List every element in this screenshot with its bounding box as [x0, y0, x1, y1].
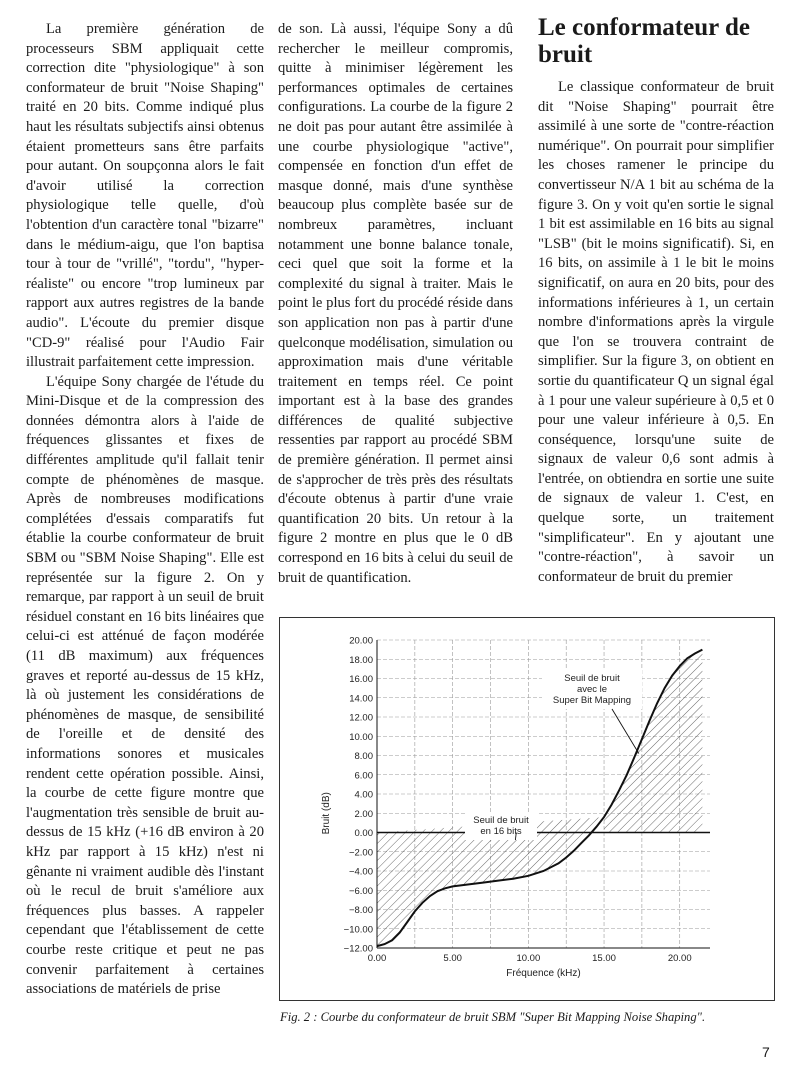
- page-number: 7: [762, 1044, 770, 1060]
- y-tick-label: 2.00: [354, 808, 373, 820]
- y-tick-label: 16.00: [349, 674, 373, 685]
- annotation-sbm-text: Seuil de bruit: [564, 673, 620, 684]
- section-heading: Le conformateur de bruit: [538, 14, 750, 68]
- x-tick-label: 10.00: [516, 953, 541, 964]
- x-tick-label: 0.00: [367, 953, 387, 964]
- figure-caption: Fig. 2 : Courbe du conformateur de bruit SBM "Super Bit Mapping Noise Shaping".: [280, 1010, 706, 1024]
- x-axis-label: Fréquence (kHz): [506, 968, 581, 979]
- y-tick-label: 18.00: [349, 654, 373, 666]
- x-tick-label: 5.00: [443, 953, 462, 964]
- y-tick-label: −2.00: [348, 847, 373, 859]
- paragraph: Le classique conformateur de bruit dit "Noise Shaping" pourrait être assimilé à une sorte de "contre-réaction numérique". On pourrait pour simplifier les choses ramener le principe du convertisseur N/A 1 bit au schéma de la figure 3. On y voit qu'en sortie le signal 1 bit est assimilable en 16 bits au signal "LSB" (bit le moins significatif). Si, en 16 bits, on assimile à 1 le bit le moins significatif, on aura en 20 bits, pour des informations inférieures à 1, un certain nombre d'informations après la virgule que l'on se trouvera contraint de simplifier. Sur la figure 3, on obtient en sortie du quantificateur Q un signal égal à 1 pour une valeur supérieure à 0,5 et 0 pour une valeur inférieure à 0,5. En conséquence, lorsqu'une suite de signaux de valeur 0,6 sont admis à l'entrée, on obtiendra en sortie une suite de signaux de valeur 1. C'est, en quelque sorte, un traitement "simplificateur". En y ajoutant une "contre-réaction", à savoir un conformateur de bruit du premier: [538, 79, 774, 585]
- figure-2: [279, 617, 775, 1001]
- y-tick-label: 12.00: [349, 712, 373, 724]
- paragraph: de son. Là aussi, l'équipe Sony a dû rechercher le meilleur compromis, quitte à minimiser légèrement les performances optimales de certaines configurations. La courbe de la figure 2 ne doit pas pour autant être assimilée à une courbe physiologique "active", compensée en fonction d'un effet de masque donné, mais d'une synthèse beaucoup plus complète basée sur de nombreux paramètres, incluant notamment une bonne balance tonale, ceci quel que soit la forme et la complexité du signal à traiter. Mais le point le plus fort du procédé réside dans son application non pas à partir d'une quelconque modélisation, simulation ou approximation mais d'une véritable traitement en temps réel. Ce point important est à la base des grandes différences de qualité subjective ressenties par rapport au procédé SBM de première génération. Il permet ainsi de s'approcher de très près des résultats d'écoute obtenus à partir d'une vraie quantification 20 bits. Un retour à la figure 2 montre en plus que le 0 dB correspond en 16 bits à celui du seuil de bruit de quantification.: [278, 21, 513, 586]
- y-tick-label: 6.00: [354, 770, 373, 782]
- article-column-3: [538, 14, 774, 587]
- y-axis-label: Bruit (dB): [321, 792, 332, 835]
- y-tick-label: 20.00: [349, 635, 373, 647]
- y-tick-label: 8.00: [354, 751, 373, 762]
- y-tick-label: 4.00: [354, 789, 373, 801]
- noise-shaping-chart: [280, 618, 774, 1000]
- y-tick-label: 14.00: [349, 693, 373, 705]
- y-tick-label: −8.00: [348, 905, 373, 916]
- annotation-16bit-text: Seuil de bruit: [473, 815, 529, 826]
- y-tick-label: −12.00: [343, 943, 373, 955]
- annotation-sbm-text: avec le: [576, 684, 608, 695]
- y-tick-label: 10.00: [349, 731, 373, 743]
- annotation-16bit-text: en 16 bits: [480, 826, 522, 837]
- annotation-sbm-text: Super Bit Mapping: [552, 695, 632, 706]
- x-tick-label: 20.00: [667, 953, 692, 964]
- article-column-2: [278, 20, 513, 588]
- y-tick-label: −4.00: [348, 866, 373, 878]
- x-tick-label: 15.00: [592, 953, 616, 964]
- paragraph: La première génération de processeurs SBM appliquait cette correction dite "physiologique" à son conformateur de bruit "Noise Shaping" traité en 20 bits. Comme indiqué plus haut les résultats subjectifs ainsi obtenus étaient prometteurs sans être parfaits pour autant. On soupçonna alors le fait d'avoir utilisé la correction physiologique telle quelle, d'où l'obtention d'un caractère tonal "bizarre" dans le médium-aigu, que l'on baptisa tour à tour de "vrillé", "tordu", "hyper-réaliste" ou encore "trop lumineux par rapport aux autres registres de la bande audio". L'écoute du premier disque "CD-9" réalisé pour l'Audio Fair illustrait parfaitement cette impression.: [26, 21, 264, 371]
- article-column-1: [26, 20, 264, 1000]
- y-tick-label: −10.00: [343, 924, 373, 936]
- paragraph: L'équipe Sony chargée de l'étude du Mini-Disque et de la compression des données démontra alors à l'aide de fréquences glissantes et fixes de différentes amplitude qu'il fallait tenir compte de phénomènes de masque. Après de nombreuses modifications complétées d'essais comparatifs fut établie la courbe conformateur de bruit SBM ou "SBM Noise Shaping". Elle est représentée sur la figure 2. On y remarque, par rapport à un seuil de bruit résiduel constant en 16 bits linéaires que celui-ci est atténué de façon modérée (11 dB maximum) aux fréquences graves et reporté au-dessus de 15 kHz, là où justement les considérations de phénomènes de masque, de sensibilité de l'oreille et de densité des informations sonores et musicales rendent cette opération possible. Ainsi, la courbe de cette figure montre que l'augmentation très sensible de bruit au-dessus de 15 kHz (+16 dB environ à 20 kHz par rapport à 15 kHz) n'est ni gênante ni vraiment audible dès l'instant où le recul de bruit s'améliore aux fréquences plus basses. A rappeler cependant que l'établissement de cette courbe reste critique et peut ne pas convenir parfaitement à certaines associations de matériels de prise: [26, 373, 264, 998]
- y-tick-label: −6.00: [348, 885, 373, 897]
- annotation-sbm-arrow: [612, 709, 639, 754]
- y-tick-label: 0.00: [354, 828, 373, 839]
